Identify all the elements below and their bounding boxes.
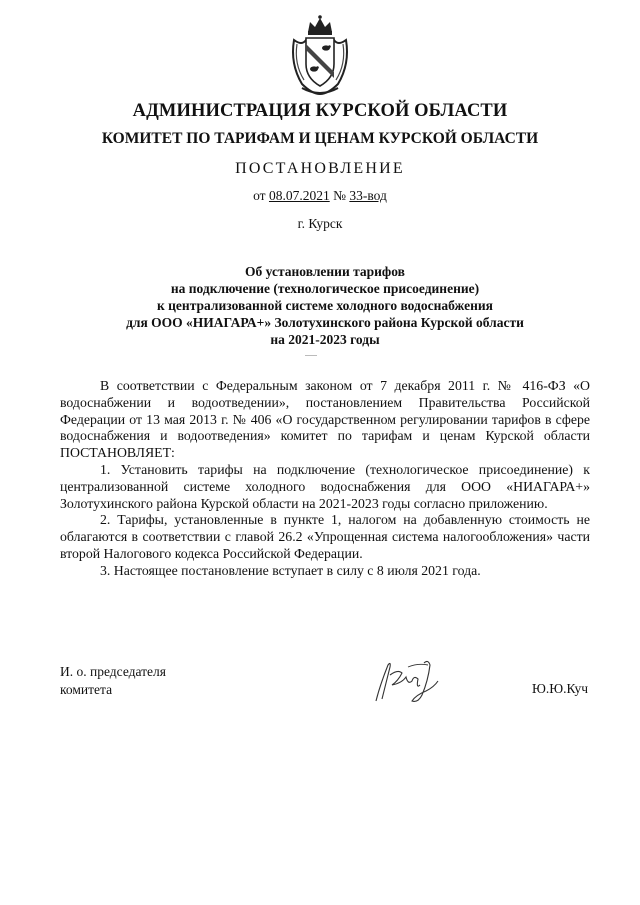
body-paragraph: В соответствии с Федеральным законом от 7 декабря 2011 г. № 416-ФЗ «О водоснабжении и водоотведении», постановлением Правительства Российской Федерации от 13 мая 2013 г. № 406 «О государственном регулировании тарифов в сфере водоснабжения и водоотведения» комитет по тарифам и ценам Курской области ПОСТАНОВЛЯЕТ: — [60, 378, 590, 461]
document-date: 08.07.2021 — [268, 188, 330, 203]
city-line: г. Курск — [297, 216, 343, 231]
document-number: 33-вод — [349, 188, 387, 203]
subject-line: для ООО «НИАГАРА+» Золотухинского района Курской области — [126, 315, 524, 330]
document-body — [60, 378, 590, 580]
body-paragraph: 3. Настоящее постановление вступает в силу с 8 июля 2021 года. — [100, 562, 481, 578]
signer-name: Ю.Ю.Куч — [531, 681, 588, 696]
date-number-line — [0, 188, 640, 204]
organization-title: АДМИНИСТРАЦИЯ КУРСКОЙ ОБЛАСТИ — [132, 101, 508, 121]
document-type: ПОСТАНОВЛЕНИЕ — [235, 160, 405, 177]
coat-of-arms-icon — [288, 14, 352, 96]
body-paragraph: 2. Тарифы, установленные в пункте 1, налогом на добавленную стоимость не облагаются в соответствии с главой 26.2 «Упрощенная система налогообложения» части второй Налогового кодекса Российской Федерации. — [60, 512, 590, 561]
handwritten-signature-icon — [368, 655, 448, 707]
signer-role-line: И. о. председателя — [60, 664, 166, 679]
body-paragraph: 1. Установить тарифы на подключение (технологическое присоединение) к централизованной системе холодного водоснабжения для ООО «НИАГАРА+» Золотухинского района Курской области на 2021-2023 годы согласно приложению. — [60, 461, 590, 511]
subject-line: на подключение (технологическое присоединение) — [170, 281, 480, 296]
divider-mark — [305, 355, 317, 356]
date-prefix: от — [253, 188, 266, 203]
document-subject — [60, 263, 590, 348]
number-prefix: № — [333, 188, 346, 203]
signer-role — [60, 663, 166, 698]
subject-line: на 2021-2023 годы — [270, 332, 380, 347]
committee-title: КОМИТЕТ ПО ТАРИФАМ И ЦЕНАМ КУРСКОЙ ОБЛАСТИ — [101, 130, 539, 147]
subject-line: к централизованной системе холодного водоснабжения — [157, 298, 493, 313]
subject-line: Об установлении тарифов — [245, 264, 405, 279]
signer-role-line: комитета — [60, 681, 113, 697]
